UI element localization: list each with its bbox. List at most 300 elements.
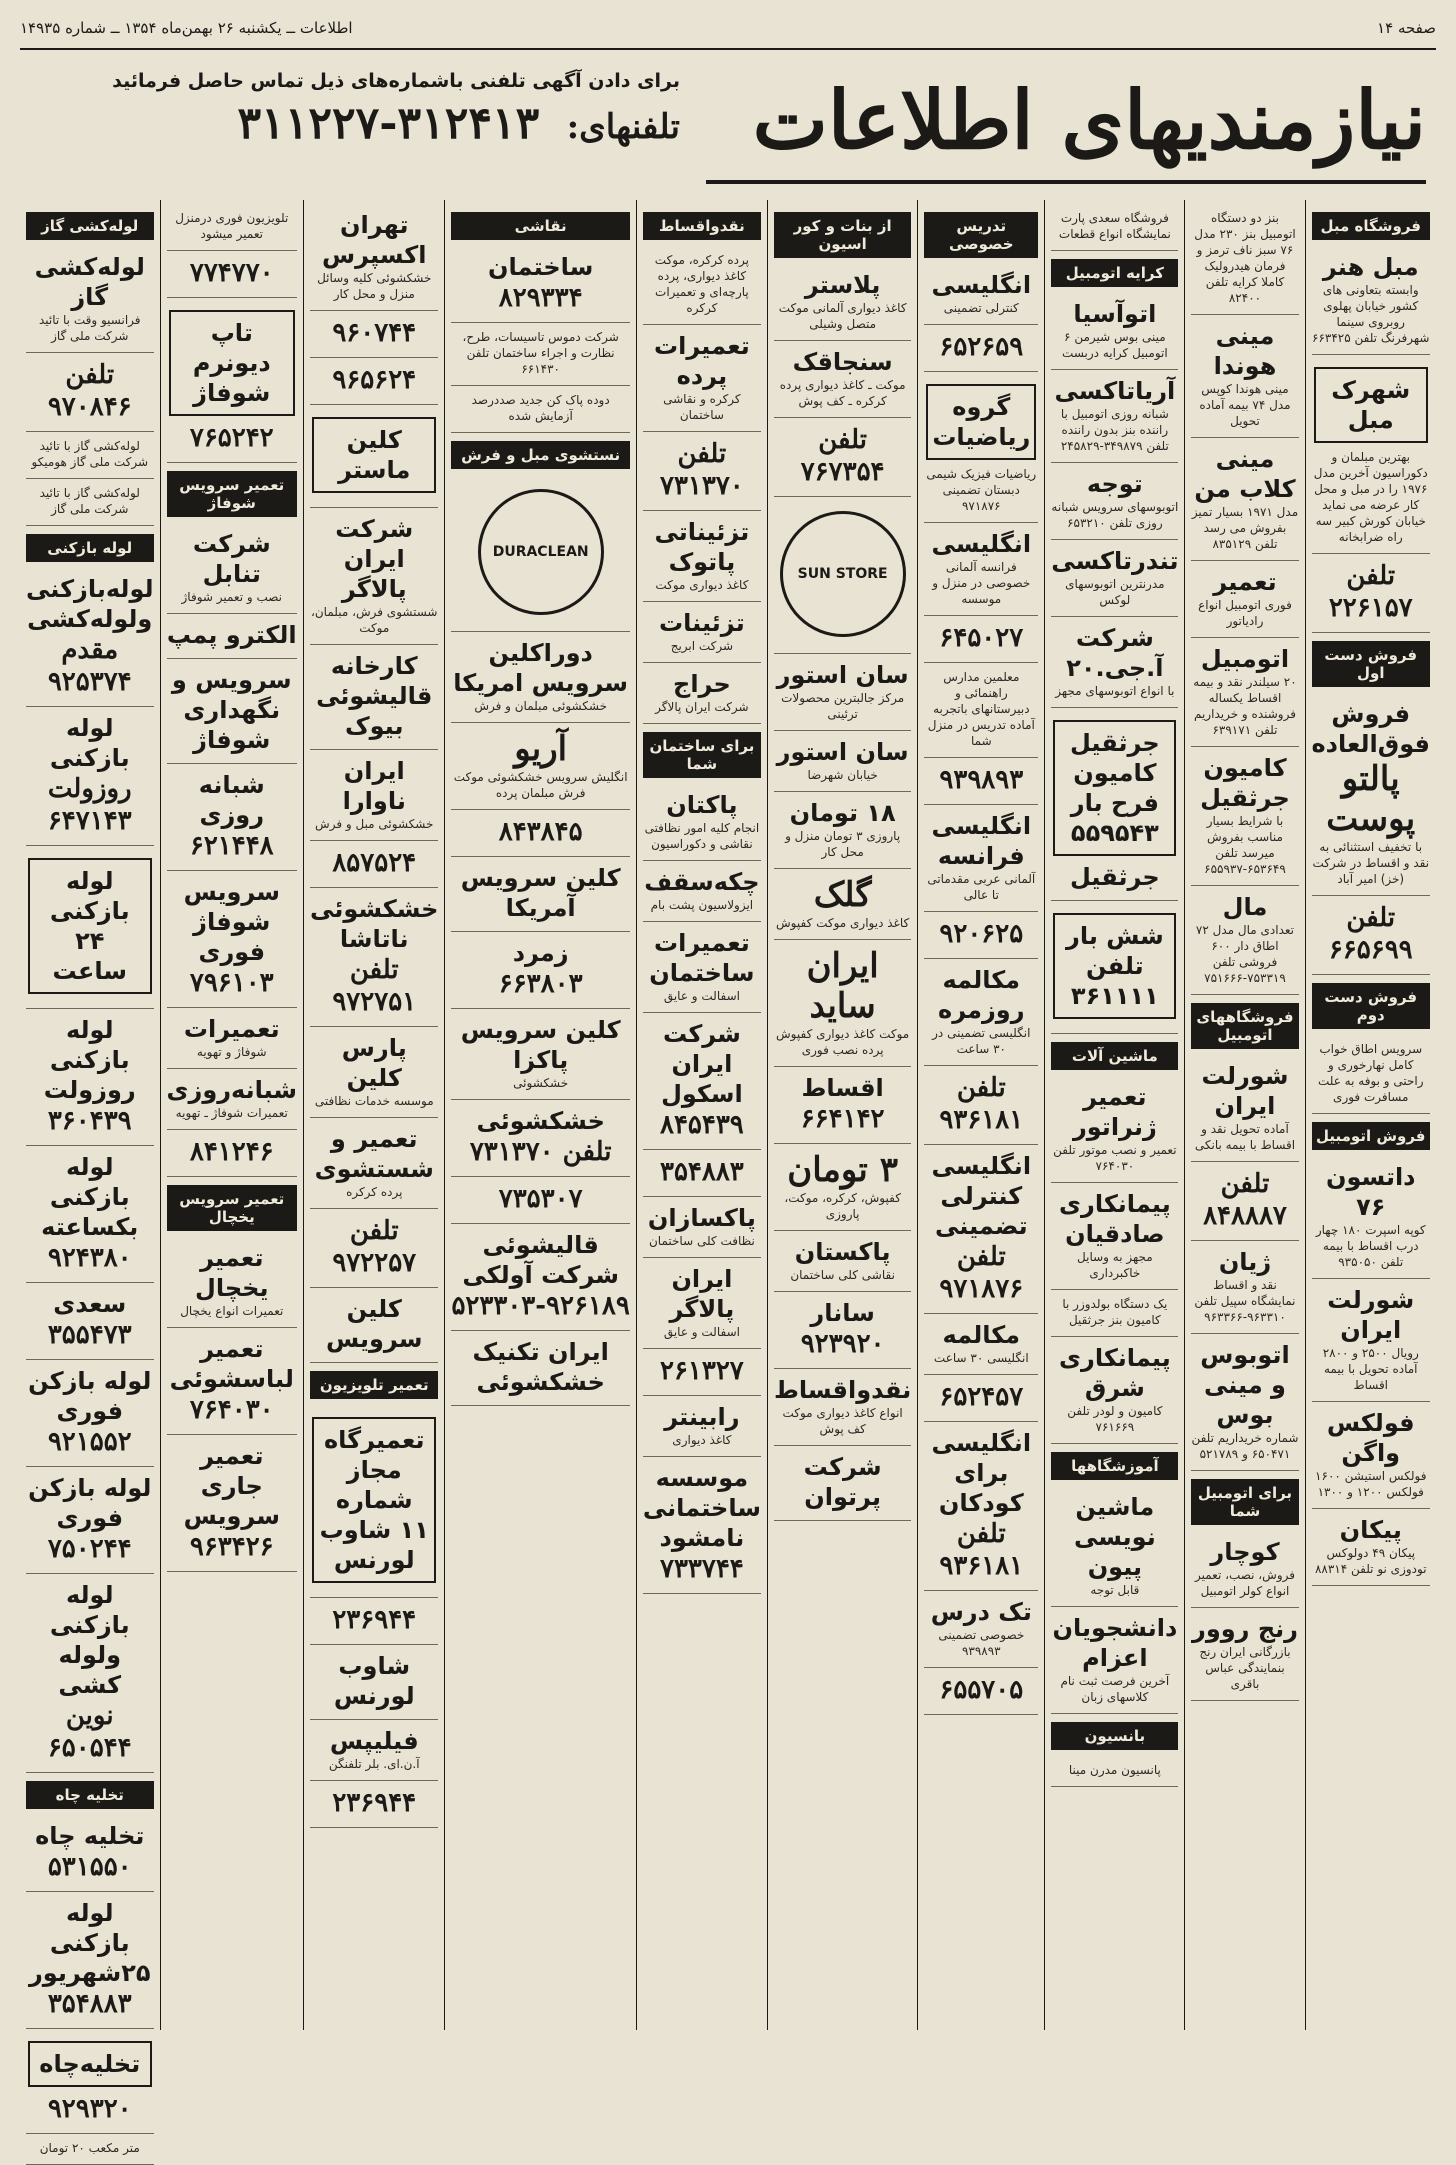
ad-body: با شرایط بسیار مناسب بفروش میرسد تلفن ۶۵۳۶۴۹-۶۵۵۹۳۷: [1204, 814, 1286, 876]
ad-body: خشکشوئی کلیه وسائل منزل و محل کار: [317, 271, 432, 301]
ad-title: سانار: [810, 1299, 875, 1327]
ad-phone: ۶۵۵۷۰۵: [939, 1675, 1024, 1705]
ad-phone: ۸۴۱۲۴۶: [189, 1137, 274, 1167]
ad-body: فولکس استیشن ۱۶۰۰ فولکس ۱۲۰۰ و ۱۳۰۰: [1315, 1469, 1427, 1499]
ad-headline: آریو: [514, 729, 568, 769]
classified-ad: [1191, 561, 1298, 638]
ad-body: شبانه روزی اتومبیل با راننده بنز بدون راننده تلفن ۳۴۹۸۷۹-۲۴۵۸۲۹: [1060, 407, 1169, 453]
column-8: [303, 200, 444, 2030]
ad-body: اسفالت و عایق: [663, 989, 740, 1003]
ad-title: لوله بازکنی روزولت: [43, 1016, 136, 1104]
ad-title: مکالمه روزمره: [938, 966, 1025, 1024]
ad-title: ساختمان: [488, 253, 594, 281]
ad-title: شهرک مبل: [1331, 376, 1411, 434]
ad-phone: ۳۵۴۸۸۳: [47, 1989, 132, 2019]
ad-title: پاکتان: [666, 791, 738, 819]
classified-ad: [643, 663, 761, 724]
ad-body: آخرین فرصت ثبت نام کلاسهای زبان: [1060, 1674, 1170, 1704]
ad-phone: تلفن ۲۲۶۱۵۷: [1328, 561, 1413, 623]
classified-ad: [26, 1574, 154, 1773]
ad-title: لوله‌کشی گاز: [34, 253, 145, 311]
ad-title: چکه‌سقف: [644, 868, 760, 896]
ad-title: تخلیه‌چاه: [39, 2050, 141, 2078]
boxed-ad: [926, 384, 1036, 460]
category-header: نقاشی: [451, 212, 629, 240]
ad-body: انجام کلیه امور نظافتی نقاشی و دکوراسیون: [644, 821, 760, 851]
category-header: لوله‌کشی گاز: [26, 212, 154, 240]
classified-ad: [310, 311, 438, 358]
ad-body: شوفاژ و تهویه: [196, 1045, 267, 1059]
classified-ad: [310, 1598, 438, 1645]
classified-ad: [451, 932, 629, 1009]
logo-text: SUN STORE: [797, 566, 888, 582]
classified-ad: [451, 723, 629, 810]
classified-ad: [924, 264, 1038, 325]
ad-body: پرده کرکره: [346, 1185, 403, 1199]
category-header: برای ساختمان شما: [643, 732, 761, 778]
ad-phone: ۵۳۱۵۵۰: [47, 1852, 132, 1882]
classified-ad: [1312, 246, 1431, 355]
boxed-ad: [312, 417, 436, 493]
classified-ad: [310, 1288, 438, 1363]
ad-body: بنز دو دستگاه اتومبیل بنز ۲۳۰ مدل ۷۶ سبز ناف ترمز و فرمان هیدرولیک کاملا کرایه تلفن ۸۲۴۰۰: [1194, 211, 1296, 305]
classified-ad: [1191, 1162, 1298, 1241]
ad-phone: ۲۳۶۹۴۴: [332, 1788, 417, 1818]
classified-ad: [924, 758, 1038, 805]
classified-ad: [167, 871, 298, 1008]
ad-body: فوری اتومبیل انواع رادیاتور: [1198, 598, 1292, 628]
ad-title: پیمانکاری صادقیان: [1059, 1190, 1171, 1248]
classified-columns: [20, 200, 1436, 2155]
classified-ad: [1051, 370, 1178, 463]
ad-phone: ۷۵۰۲۴۴: [47, 1534, 132, 1564]
category-header: تخلیه چاه: [26, 1781, 154, 1809]
ad-body: متر مکعب ۲۰ تومان: [39, 2141, 140, 2155]
ad-phone: ۳۵۵۴۷۳: [47, 1320, 132, 1350]
category-header: فروشگاه مبل: [1312, 212, 1431, 240]
classified-ad: [1051, 901, 1178, 1034]
ad-body: انواع کاغذ دیواری موکت کف پوش: [782, 1406, 903, 1436]
classified-ad: [310, 1405, 438, 1598]
classified-ad: [26, 568, 154, 707]
classified-ad: [1191, 438, 1298, 561]
classified-ad: [1191, 315, 1298, 438]
ad-title: پارس کلین: [341, 1034, 407, 1092]
boxed-ad: [1314, 367, 1429, 443]
classified-ad: [1051, 1337, 1178, 1444]
classified-ad: [924, 1375, 1038, 1422]
dateline: اطلاعات ــ یکشنبه ۲۶ بهمن‌ماه ۱۳۵۴ ــ شماره ۱۴۹۳۵: [20, 19, 353, 37]
ad-title: داتسون ۷۶: [1325, 1163, 1416, 1221]
title-underline: [706, 180, 1426, 184]
ad-phone: ۸۲۹۳۳۴: [498, 283, 583, 313]
ad-title: ایران پالاگر: [669, 1265, 735, 1323]
phones-number: ۳۱۲۴۱۳-۳۱۱۲۲۷: [237, 98, 540, 149]
category-header: تعمیر سرویس شوفاژ: [167, 471, 298, 517]
classified-ad: [167, 1008, 298, 1069]
ad-title: توجه: [1086, 470, 1143, 498]
classified-ad: [1312, 1509, 1431, 1586]
classified-ad: [26, 1009, 154, 1146]
boxed-ad: [312, 1417, 436, 1583]
ad-body: خصوصی تضمینی ۹۳۹۸۹۳: [938, 1628, 1025, 1658]
classified-ad: [1051, 204, 1178, 251]
ad-phone: تلفن ۷۶۷۳۵۴: [800, 425, 885, 487]
ad-title: شرکت پرتوان: [803, 1453, 882, 1511]
ad-title: انگلیسی فرانسه: [931, 812, 1032, 870]
classified-ad: [26, 1892, 154, 2029]
ad-title: قالیشوئی شرکت آولکی: [462, 1231, 619, 1289]
ad-title: پاکسازان: [647, 1204, 756, 1232]
ad-title: انگلیسی کنترلی تضمینی: [931, 1152, 1032, 1240]
ad-title: اتوبوس و مینی بوس: [1200, 1341, 1290, 1429]
classified-ad: [774, 731, 911, 792]
ad-title: تعمیرات ساختمان: [649, 929, 755, 987]
classified-ad: [310, 645, 438, 750]
classified-ad: [451, 810, 629, 857]
classified-ad: [643, 1349, 761, 1396]
category-header: تعمیر تلویزیون: [310, 1371, 438, 1399]
contact-phones: [80, 98, 680, 149]
ad-body: شرکت دموس تاسیسات، طرح، نظارت و اجراء ساختمان تلفن ۶۶۱۴۳۰: [462, 330, 619, 376]
classified-ad: [1051, 1607, 1178, 1714]
classified-ad: [1191, 1531, 1298, 1608]
ad-title: دوراکلین سرویس امریکا: [453, 639, 629, 697]
classified-ad: [1051, 708, 1178, 901]
ad-title: مینی کلاب من: [1194, 445, 1296, 503]
classified-ad: [451, 1100, 629, 1177]
classified-ad: [167, 251, 298, 298]
classified-ad: [26, 353, 154, 432]
classified-ad: [1191, 1334, 1298, 1471]
ad-title: ۱۸ تومان: [789, 799, 896, 827]
ad-body: با تخفیف استثنائی به نقد و اقساط در شرکت (خز) امیر آباد: [1312, 840, 1430, 886]
category-header: کرایه اتومبیل: [1051, 259, 1178, 287]
ad-title: لوله بازکنی بکساعته: [41, 1153, 139, 1241]
classified-ad: [1051, 1290, 1178, 1337]
classified-ad: [26, 707, 154, 846]
ad-phone: تلفن ۹۳۶۱۸۱: [939, 1519, 1024, 1581]
ad-title: تعمیر: [1213, 568, 1277, 596]
classified-ad: [451, 1009, 629, 1100]
classified-ad: [26, 2029, 154, 2134]
ad-title: تعمیرات: [183, 1015, 280, 1043]
category-header: بانسیون: [1051, 1722, 1178, 1750]
ad-phone: ۹۲۹۳۲۰: [47, 2094, 132, 2124]
classified-ad: [1051, 1183, 1178, 1290]
ad-body: کاغذ دیواری موکت: [655, 578, 749, 592]
ad-body: آماده تحویل نقد و اقساط با بیمه بانکی: [1194, 1122, 1296, 1152]
ad-phone: ۶۵۲۴۵۷: [939, 1382, 1024, 1412]
classified-ad: [1312, 1402, 1431, 1509]
ad-title: پیکان: [1339, 1516, 1402, 1544]
ad-title: کلین ماستر: [338, 426, 411, 484]
ad-body: سرویس اطاق خواب کامل نهارخوری و راحتی و بوفه به علت مسافرت فوری: [1317, 1042, 1424, 1104]
classified-ad: [924, 1668, 1038, 1715]
classified-ad: [310, 1781, 438, 1828]
ad-title: پلاستر: [804, 271, 881, 299]
ad-title: مبل هنر: [1322, 253, 1419, 281]
ad-headline: گلک: [813, 875, 872, 915]
ad-phone: ۷۶۵۲۴۲: [189, 423, 274, 453]
classified-ad: [26, 246, 154, 353]
classified-ad: [774, 1231, 911, 1292]
ad-body: شرکت ایران پالاگر: [655, 700, 749, 714]
classified-ad: [1312, 1156, 1431, 1279]
ad-body: نقد و اقساط نمایشگاه سپیل تلفن ۹۶۳۳۱۰-۹۶۳۳۶۶: [1194, 1278, 1296, 1324]
boxed-ad: [28, 858, 152, 994]
ad-phone: تلفن ۷۳۱۳۷۰: [659, 439, 744, 501]
ad-body: وابسته بتعاونی های کشور خیابان پهلوی روبروی سینما شهرفرنگ تلفن ۶۶۳۴۲۵: [1312, 283, 1430, 345]
ad-title: تخلیه چاه: [35, 1822, 145, 1850]
ad-phone: ۸۵۷۵۲۴: [332, 848, 417, 878]
ad-body: لوله‌کشی گاز با تائید شرکت ملی گاز هومیکو: [31, 439, 149, 469]
classified-ad: [310, 1027, 438, 1118]
ad-phone: ۳۶۰۴۳۹: [47, 1106, 132, 1136]
ad-title: شرکت ایران اسکول: [661, 1020, 743, 1108]
ad-title: حراج: [673, 670, 731, 698]
category-header: فروش اتومبیل: [1312, 1122, 1431, 1150]
classified-ad: [167, 204, 298, 251]
ad-phone: ۹۲۰۶۲۵: [939, 919, 1024, 949]
ad-body: مجهز به وسایل خاکبرداری: [1077, 1250, 1153, 1280]
ad-phone: ۶۵۲۶۵۹: [939, 332, 1024, 362]
ad-body: کنترلی تضمینی: [943, 301, 1019, 315]
ad-body: اتوبوسهای سرویس شبانه روزی تلفن ۶۵۳۲۱۰: [1051, 500, 1179, 530]
ad-title: تعمیرگاه مجاز شماره ۱۱ شاوب لورنس: [319, 1426, 429, 1574]
classified-ad: [26, 2134, 154, 2165]
ad-phone: نوین ۶۵۰۵۴۴: [47, 1701, 132, 1763]
classified-ad: [167, 1328, 298, 1435]
ad-title: پیمانکاری شرق: [1059, 1344, 1171, 1402]
ad-body: کاغذ دیواری آلمانی موکت متصل وشیلی: [778, 301, 907, 331]
category-header: فروش دست اول: [1312, 641, 1431, 687]
ad-body: فروش، نصب، تعمیر انواع کولر اتومبیل: [1194, 1568, 1295, 1598]
ad-phone: تلفن ۹۷۰۸۴۶: [47, 360, 132, 422]
ad-phone: ۹۲۱۵۵۲: [47, 1427, 132, 1457]
ad-title: گروه ریاضیات: [932, 393, 1031, 451]
ad-title: پاکستان: [794, 1238, 891, 1266]
ad-title: تعمیر لباسشوئی: [169, 1335, 294, 1393]
classified-ad: [310, 888, 438, 1027]
classified-ad: [1191, 886, 1298, 995]
classified-ad: [26, 1467, 154, 1574]
ad-phone: مقدم ۹۲۵۳۷۴: [47, 635, 132, 697]
logo-text: DURACLEAN: [492, 544, 589, 560]
classified-ad: [310, 1645, 438, 1720]
ad-body: موکت ـ کاغذ دیواری پرده کرکره ـ کف پوش: [779, 378, 906, 408]
classified-ad: [1191, 747, 1298, 886]
column-9: [160, 200, 304, 2030]
classified-ad: [774, 1067, 911, 1144]
classified-ad: [167, 659, 298, 764]
classified-ad: [167, 1130, 298, 1177]
column-7: [444, 200, 635, 2030]
classified-ad: [643, 922, 761, 1013]
classified-ad: [924, 616, 1038, 663]
classified-ad: [1191, 1055, 1298, 1162]
ad-body: انگلیسی تضمینی در ۳۰ ساعت: [932, 1026, 1031, 1056]
classified-ad: [643, 1150, 761, 1197]
ad-title: شاوب لورنس: [333, 1652, 415, 1710]
ad-title: خشکشوئی: [476, 1107, 605, 1135]
ad-title: شرکت تنابل: [192, 530, 271, 588]
classified-ad: [643, 1396, 761, 1457]
ad-title: کلین سرویس پاکزا: [460, 1016, 621, 1074]
classified-ad: [643, 511, 761, 602]
classified-ad: [643, 1258, 761, 1349]
ad-body: بهترین مبلمان و دکوراسیون آخرین مدل ۱۹۷۶ را در مبل و محل کار عرضه می نماید خیابان کورش کبیر سه راه ضرابخانه: [1313, 450, 1428, 544]
ad-body: دوده پاک کن جدید صددرصد آزمایش شده: [471, 393, 610, 423]
classified-ad: [774, 418, 911, 497]
ad-title: لوله بازکنی ۲۵شهریور: [28, 1899, 151, 1987]
classified-ad: [1312, 554, 1431, 633]
ad-title: کوچار: [1210, 1538, 1280, 1566]
ad-body: انگلیسی ۳۰ ساعت: [933, 1351, 1029, 1365]
ad-body: اسفالت و عایق: [663, 1325, 740, 1339]
category-header: تعمیر سرویس یخچال: [167, 1185, 298, 1231]
classified-ad: [451, 1224, 629, 1331]
ad-title: فروش فوق‌العاده: [1311, 700, 1430, 758]
ad-body: کامیون و لودر تلفن ۷۶۱۶۶۹: [1067, 1404, 1163, 1434]
ad-body: خشکشوئی مبل و فرش: [315, 817, 434, 831]
classified-ad: [1191, 204, 1298, 315]
ad-body: تعمیرات انواع یخچال: [180, 1304, 284, 1318]
ad-title: شبانه روزی: [198, 771, 265, 829]
ad-body: آلمانی عربی مقدماتی تا عالی: [927, 872, 1036, 902]
page-number: صفحه ۱۴: [1377, 19, 1436, 37]
page-header: [20, 8, 1436, 50]
boxed-ad: [1053, 720, 1176, 856]
classified-ad: [1051, 540, 1178, 617]
classified-ad: [1051, 1076, 1178, 1183]
classified-ad: [643, 325, 761, 432]
ad-title: مال: [1222, 893, 1268, 921]
ad-phone: تلفن ۷۳۱۳۷۰: [469, 1137, 612, 1167]
ad-title: لوله بازکنی ۲۴ ساعت: [49, 867, 130, 985]
ad-phone: ۷۶۴۰۳۰: [189, 1395, 274, 1425]
ad-body: تلویزیون فوری درمنزل تعمیر میشود: [175, 211, 289, 241]
column-10: [20, 200, 160, 2155]
section-title: نیازمندیهای اطلاعات: [752, 73, 1426, 167]
classified-ad: [167, 298, 298, 463]
ad-phone: ۲۶۱۳۲۷: [659, 1356, 744, 1386]
ad-body: شرکت ابریج: [670, 639, 734, 653]
classified-ad: [451, 475, 629, 632]
classified-ad: [451, 323, 629, 386]
classified-ad: [924, 523, 1038, 616]
ad-phone: ۹۶۰۷۴۴: [332, 318, 417, 348]
column-1: [1305, 200, 1437, 2030]
classified-ad: [1312, 1035, 1431, 1114]
classified-ad: [1051, 463, 1178, 540]
ad-body: تعمیر و نصب موتور تلفن ۷۶۴۰۳۰: [1053, 1143, 1177, 1173]
ad-phone: ۹۲۴۳۸۰: [47, 1243, 132, 1273]
classified-ad: [924, 1422, 1038, 1591]
ad-body: نصب و تعمیر شوفاژ: [181, 590, 283, 604]
ad-title: تهران اکسپرس: [322, 211, 427, 269]
category-header: نقدواقساط: [643, 212, 761, 240]
classified-ad: [643, 784, 761, 861]
ad-body: پاروزی ۳ تومان منزل و محل کار: [785, 829, 901, 859]
ad-body: موسسه خدمات نظافتی: [314, 1094, 434, 1108]
classified-ad: [643, 432, 761, 511]
ad-phone: ۷۳۵۳۰۷: [498, 1184, 583, 1214]
ad-phone: ۸۴۳۸۴۵: [498, 817, 583, 847]
category-header: آموزشگاهها: [1051, 1452, 1178, 1480]
ad-title: کلین سرویس: [326, 1295, 423, 1353]
classified-ad: [774, 497, 911, 654]
ad-body: خیابان شهرضا: [807, 768, 878, 782]
category-header: برای اتومبیل شما: [1191, 1479, 1298, 1525]
classified-ad: [643, 1013, 761, 1150]
classified-ad: [774, 792, 911, 869]
ad-body: با انواع اتوبوسهای مجهز: [1055, 684, 1175, 698]
column-2: [1184, 200, 1304, 2030]
ad-phone: ۹۶۳۴۲۶: [189, 1532, 274, 1562]
classified-ad: [26, 1283, 154, 1360]
ad-title: موسسه ساختمانی نامشود: [642, 1464, 761, 1552]
classified-ad: [1312, 355, 1431, 554]
phones-label: تلفنهای:: [566, 107, 680, 147]
ad-body: پرده کرکره، موکت کاغذ دیواری، پرده پارچه‌ای و تعمیرات کرکره: [654, 253, 749, 315]
ad-title: رابینتر: [664, 1403, 740, 1431]
ad-phone: تلفن ۹۳۶۱۸۱: [939, 1073, 1024, 1135]
ad-title: دانشجویان اعزام: [1052, 1614, 1178, 1672]
classified-ad: [451, 246, 629, 323]
ad-phone: ۹۶۵۶۲۴: [332, 365, 417, 395]
classified-ad: [26, 1146, 154, 1283]
ad-phone: ۹۳۹۸۹۳: [939, 765, 1024, 795]
category-header: از بنات و کور اسیون: [774, 212, 911, 258]
ad-title: ماشین نویسی پیون: [1073, 1493, 1156, 1581]
ad-title: شورلت ایران: [1201, 1062, 1289, 1120]
ad-body: کوپه اسپرت ۱۸۰ چهار درب اقساط با بیمه تلفن ۹۳۵۰۵۰: [1315, 1223, 1426, 1269]
ad-body: مینی بوس شیرمن ۶ اتومبیل کرایه دربست: [1062, 330, 1168, 360]
category-header: فروش دست دوم: [1312, 983, 1431, 1029]
ad-headline: ۳ تومان: [787, 1150, 898, 1190]
ad-body: ریاضیات فیزیک شیمی دبستان تضمینی ۹۷۱۸۷۶: [926, 467, 1037, 513]
classified-ad: [451, 1177, 629, 1224]
ad-body: فرانسه آلمانی خصوصی در منزل و موسسه: [932, 560, 1031, 606]
ad-title: انگلیسی برای کودکان: [931, 1429, 1032, 1517]
boxed-ad: [169, 310, 296, 416]
classified-ad: [451, 857, 629, 932]
ad-body: ۲۰ سیلندر نقد و بیمه اقساط یکساله فروشنده و خریداریم تلفن ۶۳۹۱۷۱: [1193, 675, 1297, 737]
ad-body: کفپوش، کرکره، موکت، پاروزی: [784, 1191, 901, 1221]
classified-ad: [310, 1720, 438, 1781]
classified-ad: [774, 1144, 911, 1231]
classified-ad: [774, 264, 911, 341]
ad-title: تعمیر ژنراتور: [1072, 1083, 1157, 1141]
classified-ad: [26, 432, 154, 479]
ad-title: شش بار تلفن ۳۶۱۱۱۱: [1066, 922, 1164, 1010]
ad-body: نظافت کلی ساختمان: [648, 1234, 755, 1248]
ad-title: سرویس شوفاژ فوری: [183, 878, 280, 966]
ad-title: تعمیر جاری سرویس: [183, 1442, 280, 1530]
ad-title: زمرد: [512, 939, 569, 967]
classified-ad: [310, 1209, 438, 1288]
classified-ad: [1191, 638, 1298, 747]
ad-title: مکالمه: [942, 1321, 1021, 1349]
classified-ad: [310, 508, 438, 645]
masthead: [20, 60, 1436, 200]
contact-note: برای دادن آگهی تلفنی باشماره‌های ذیل تماس حاصل فرمائید: [112, 70, 680, 92]
ad-body: کاغذ دیواری: [672, 1433, 732, 1447]
ad-title: فیلیپس: [329, 1727, 419, 1755]
ad-title: شبانه‌روزی: [166, 1076, 298, 1104]
classified-ad: [924, 663, 1038, 758]
